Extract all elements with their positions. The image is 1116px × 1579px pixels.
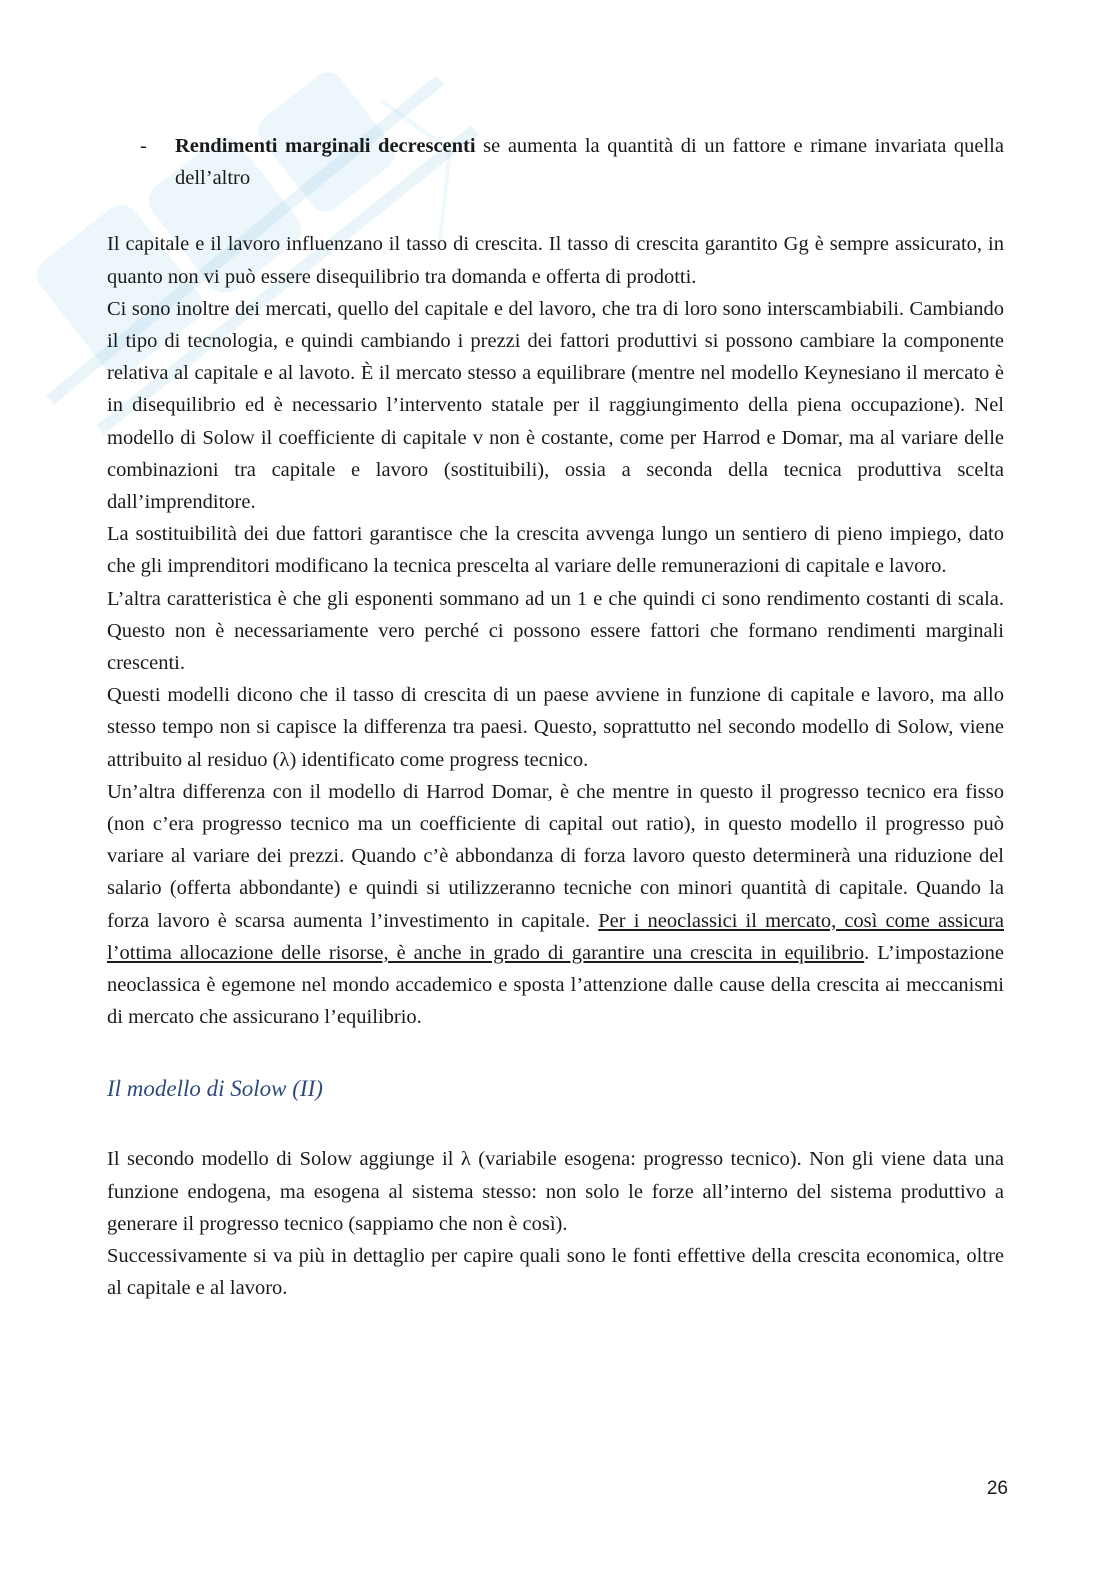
bullet-marker: - — [140, 135, 147, 157]
paragraph — [107, 776, 1004, 1034]
paragraph-block-2 — [107, 1143, 1004, 1304]
paragraph: Il secondo modello di Solow aggiunge il λ (variabile esogena: progresso tecnico). Non gli viene data una funzione endogena, ma esogena al sistema stesso: non solo le forze all’interno del sistema produttivo a generare il progresso tecnico (sappiamo che non è così). — [107, 1148, 1004, 1235]
paragraph: Il capitale e il lavoro influenzano il tasso di crescita. Il tasso di crescita garantito Gg è sempre assicurato, in quanto non vi può essere disequilibrio tra domanda e offerta di prodotti. — [107, 233, 1004, 288]
paragraph: La sostituibilità dei due fattori garantisce che la crescita avvenga lungo un sentiero di pieno impiego, dato che gli imprenditori modificano la tecnica prescelta al variare delle remunerazioni di capitale e lavoro. — [107, 523, 1004, 578]
bullet-bold-label: Rendimenti marginali decrescenti — [175, 135, 476, 157]
underlined-text: Per i neoclassici il mercato, così come assicura l’ottima allocazione delle risorse, è anche in grado di garantire una crescita in equilibrio — [107, 909, 1004, 964]
page-content — [107, 130, 1004, 1305]
paragraph-text: . L’impostazione neoclassica è egemone nel mondo accademico e sposta l’attenzione dalle cause della crescita ai meccanismi di mercato che assicurano l’equilibrio. — [107, 941, 1005, 1029]
page-number: 26 — [986, 1478, 1008, 1499]
bullet-item — [107, 130, 1004, 194]
section-heading: Il modello di Solow (II) — [107, 1076, 323, 1102]
bullet-text — [175, 130, 1004, 194]
bullet-body: se aumenta la quantità di un fattore e rimane invariata quella dell’altro — [175, 135, 1004, 190]
paragraph: L’altra caratteristica è che gli esponenti sommano ad un 1 e che quindi ci sono rendimento costanti di scala. Questo non è necessariamente vero perché ci possono essere fattori che formano rendimenti marginali crescenti. — [107, 587, 1004, 675]
paragraph: Ci sono inoltre dei mercati, quello del capitale e del lavoro, che tra di loro sono interscambiabili. Cambiando il tipo di tecnologia, e quindi cambiando i prezzi dei fattori produttivi si possono cambiare la componente relativa al capitale e al lavoto. È il mercato stesso a equilibrare (mentre nel modello Keynesiano il mercato è in disequilibrio ed è necessario l’intervento statale per il raggiungimento della piena occupazione). Nel modello di Solow il coefficiente di capitale v non è costante, come per Harrod e Domar, ma al variare delle combinazioni tra capitale e lavoro (sostituibili), ossia a seconda della tecnica produttiva scelta dall’imprenditore. — [107, 297, 1004, 514]
paragraph-block-1 — [107, 228, 1004, 1033]
paragraph-text: Un’altra differenza con il modello di Harrod Domar, è che mentre in questo il progresso tecnico era fisso (non c’era progresso tecnico ma un coefficiente di capital out ratio), in questo modello il progresso può variare al variare dei prezzi. Quando c’è abbondanza di forza lavoro questo determinerà una riduzione del salario (offerta abbondante) e quindi si utilizzeranno tecniche con minori quantità di capitale. Quando la forza lavoro è scarsa aumenta l’investimento in capitale. — [107, 780, 1004, 932]
paragraph: Successivamente si va più in dettaglio per capire quali sono le fonti effettive della crescita economica, oltre al capitale e al lavoro. — [107, 1245, 1004, 1300]
paragraph: Questi modelli dicono che il tasso di crescita di un paese avviene in funzione di capitale e lavoro, ma allo stesso tempo non si capisce la differenza tra paesi. Questo, soprattutto nel secondo modello di Solow, viene attribuito al residuo (λ) identificato come progress tecnico. — [107, 684, 1004, 771]
